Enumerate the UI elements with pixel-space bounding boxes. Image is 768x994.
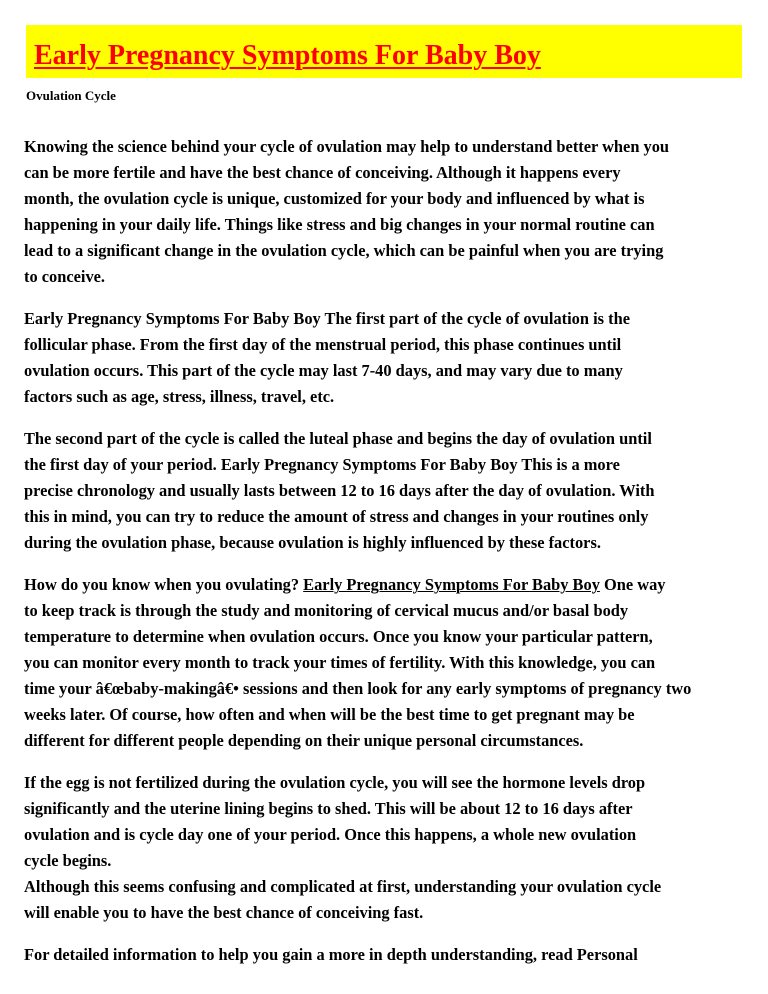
text-line: ovulation and is cycle day one of your period. Once this happens, a whole new ovulation xyxy=(24,825,637,844)
text-line: weeks later. Of course, how often and when will be the best time to get pregnant may be xyxy=(24,705,635,724)
text-line: during the ovulation phase, because ovulation is highly influenced by these factors. xyxy=(24,533,601,552)
paragraph-intro xyxy=(24,134,768,290)
text-line: temperature to determine when ovulation occurs. Once you know your particular pattern, xyxy=(24,627,653,646)
text-fragment: How do you know when you ovulating? xyxy=(24,575,304,594)
text-line: month, the ovulation cycle is unique, customized for your body and influenced by what is xyxy=(24,189,645,208)
text-line: you can monitor every month to track your times of fertility. With this knowledge, you can xyxy=(24,653,656,672)
title-banner xyxy=(26,25,742,78)
paragraph-luteal-phase xyxy=(24,426,768,556)
text-line: happening in your daily life. Things like stress and big changes in your normal routine can xyxy=(24,215,655,234)
paragraph-new-cycle xyxy=(24,770,768,926)
text-line: If the egg is not fertilized during the ovulation cycle, you will see the hormone levels drop xyxy=(24,773,646,792)
text-line: follicular phase. From the first day of the menstrual period, this phase continues until xyxy=(24,335,622,354)
text-line: significantly and the uterine lining begins to shed. This will be about 12 to 16 days after xyxy=(24,799,633,818)
text-line: the first day of your period. Early Pregnancy Symptoms For Baby Boy This is a more xyxy=(24,455,620,474)
paragraph-tracking-ovulation xyxy=(24,572,768,754)
text-line: this in mind, you can try to reduce the amount of stress and changes in your routines only xyxy=(24,507,649,526)
text-line: to keep track is through the study and monitoring of cervical mucus and/or basal body xyxy=(24,601,629,620)
text-line xyxy=(24,572,768,598)
page-title: Early Pregnancy Symptoms For Baby Boy xyxy=(34,40,541,71)
paragraph-follicular-phase xyxy=(24,306,768,410)
text-fragment: One way xyxy=(599,575,666,594)
baby-boy-link[interactable]: Early Pregnancy Symptoms For Baby Boy xyxy=(303,575,600,594)
text-line: Although this seems confusing and complicated at first, understanding your ovulation cycle xyxy=(24,877,662,896)
text-line: time your â€œbaby-makingâ€• sessions and then look for any early symptoms of pregnancy two xyxy=(24,679,692,698)
paragraph-further-reading xyxy=(24,942,768,968)
text-line: ovulation occurs. This part of the cycle may last 7-40 days, and may vary due to many xyxy=(24,361,623,380)
text-line: The second part of the cycle is called the luteal phase and begins the day of ovulation until xyxy=(24,429,652,448)
text-line: different for different people depending on their unique personal circumstances. xyxy=(24,731,584,750)
text-line: can be more fertile and have the best chance of conceiving. Although it happens every xyxy=(24,163,621,182)
text-line: Knowing the science behind your cycle of ovulation may help to understand better when you xyxy=(24,137,670,156)
text-line: For detailed information to help you gain a more in depth understanding, read Personal xyxy=(24,945,638,964)
document-body xyxy=(24,134,768,984)
text-line: will enable you to have the best chance of conceiving fast. xyxy=(24,903,424,922)
text-line: to conceive. xyxy=(24,267,106,286)
text-line: cycle begins. xyxy=(24,851,112,870)
text-line: Early Pregnancy Symptoms For Baby Boy The first part of the cycle of ovulation is the xyxy=(24,309,630,328)
text-line: factors such as age, stress, illness, travel, etc. xyxy=(24,387,335,406)
section-subtitle: Ovulation Cycle xyxy=(26,88,116,103)
text-line: precise chronology and usually lasts between 12 to 16 days after the day of ovulation. With xyxy=(24,481,655,500)
text-line: lead to a significant change in the ovulation cycle, which can be painful when you are trying xyxy=(24,241,664,260)
